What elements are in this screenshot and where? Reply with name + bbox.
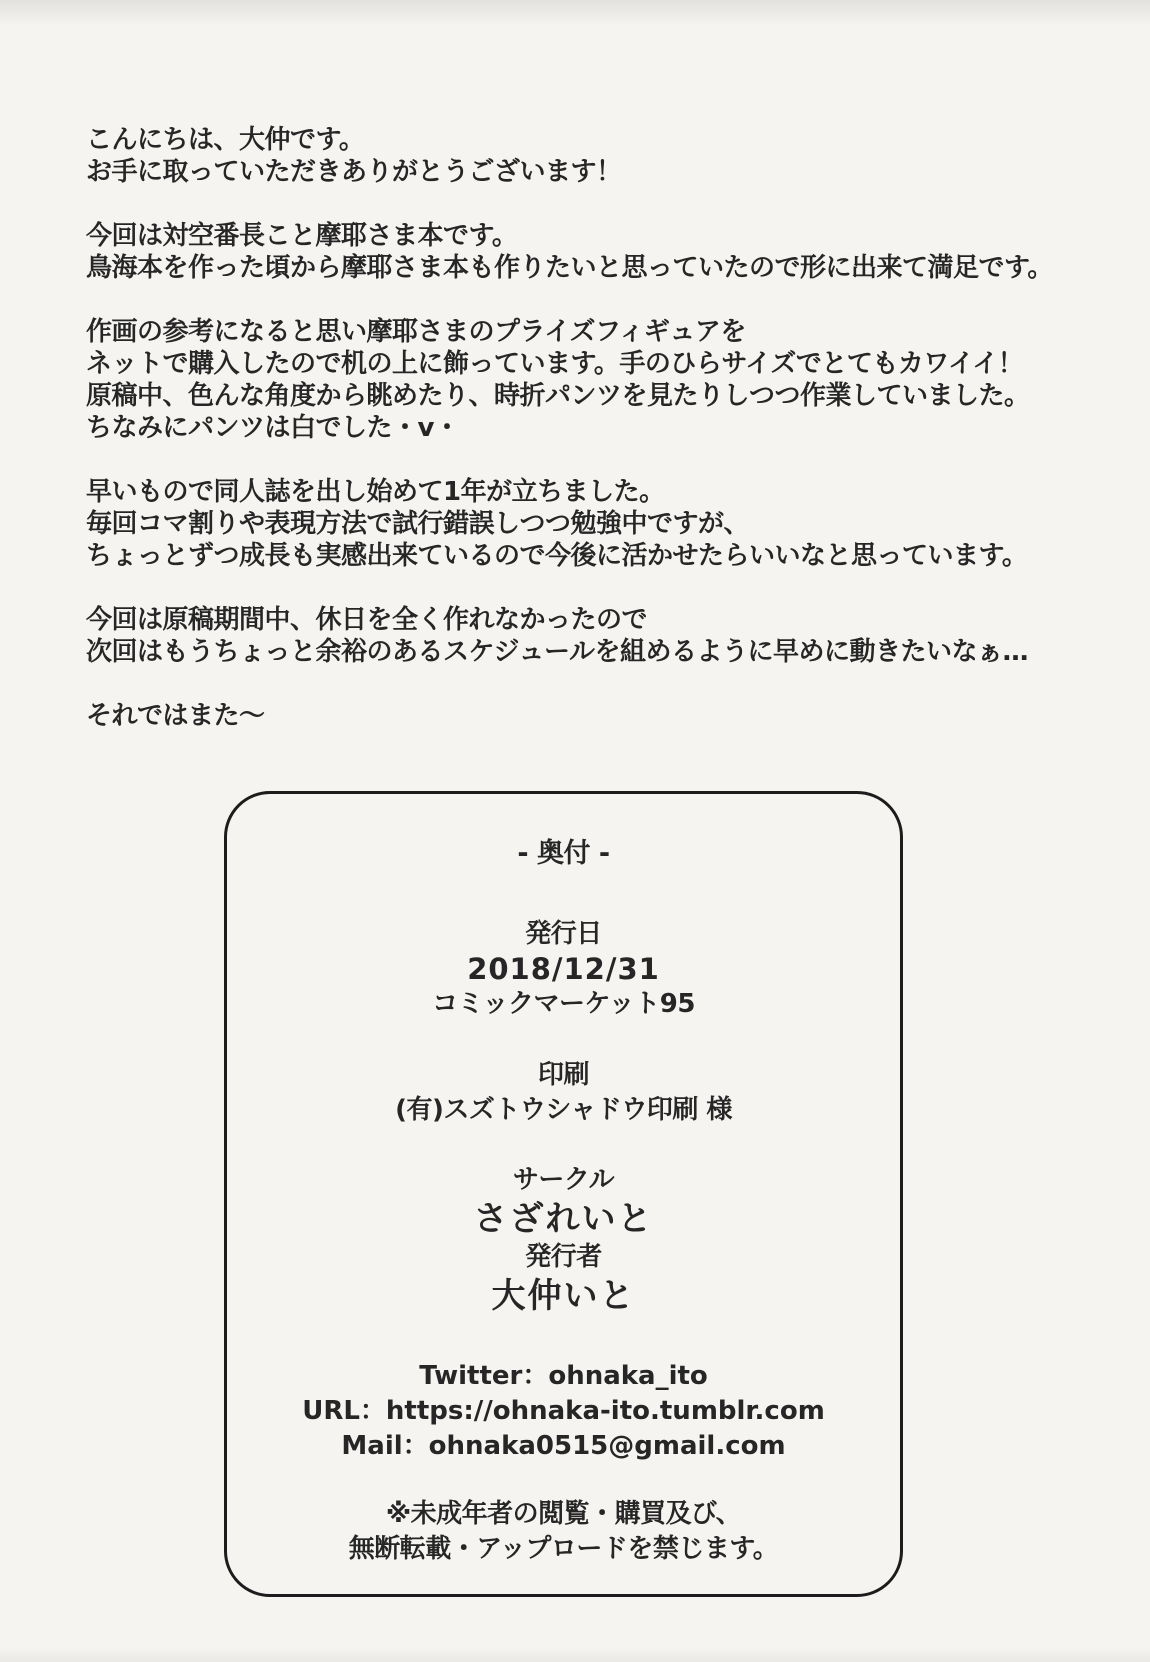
notice-line-2: 無断転載・アップロードを禁じます。 xyxy=(348,1534,779,1564)
intro-line: ちなみにパンツは白でした・v・ xyxy=(86,413,460,443)
intro-line: ちょっとずつ成長も実感出来ているので今後に活かせたらいいなと思っています。 xyxy=(86,541,1028,571)
intro-line: 鳥海本を作った頃から摩耶さま本も作りたいと思っていたので形に出来て満足です。 xyxy=(86,253,1053,283)
publisher-name: 大仲いと xyxy=(491,1276,636,1316)
intro-line: 今回は対空番長こと摩耶さま本です。 xyxy=(86,221,518,251)
intro-paragraph xyxy=(86,124,1106,188)
intro-line: ネットで購入したので机の上に飾っています。手のひらサイズでとてもカワイイ！ xyxy=(86,349,1024,379)
contact-mail: Mail：ohnaka0515@gmail.com xyxy=(341,1431,786,1461)
intro-line: 作画の参考になると思い摩耶さまのプライズフィギュアを xyxy=(86,317,746,347)
contact-section xyxy=(227,1359,900,1464)
intro-paragraph xyxy=(86,700,1106,732)
circle-label: サークル xyxy=(512,1165,615,1195)
notice-line-1: ※未成年者の閲覧・購買及び、 xyxy=(385,1499,742,1529)
intro-text xyxy=(86,124,1106,764)
contact-twitter: Twitter：ohnaka_ito xyxy=(419,1361,708,1391)
intro-line: それではまた～ xyxy=(86,701,265,731)
colophon-box xyxy=(224,791,903,1597)
publish-event: コミックマーケット95 xyxy=(432,989,695,1019)
intro-paragraph xyxy=(86,476,1106,572)
intro-paragraph xyxy=(86,220,1106,284)
publish-date-label: 発行日 xyxy=(525,919,602,949)
intro-line: お手に取っていただきありがとうございます！ xyxy=(86,157,622,187)
intro-line: 毎回コマ割りや表現方法で試行錯誤しつつ勉強中ですが、 xyxy=(86,509,750,539)
circle-name: さざれいと xyxy=(473,1199,654,1239)
colophon-title: - 奥付 - xyxy=(517,838,610,869)
intro-paragraph xyxy=(86,604,1106,668)
intro-paragraph xyxy=(86,316,1106,444)
printing-company: (有)スズトウシャドウ印刷 様 xyxy=(395,1095,732,1125)
intro-line: 原稿中、色んな角度から眺めたり、時折パンツを見たりしつつ作業していました。 xyxy=(86,381,1030,411)
intro-line: 次回はもうちょっと余裕のあるスケジュールを組めるように早めに動きたいなぁ… xyxy=(86,637,1028,667)
printing-section xyxy=(227,1058,900,1128)
notice-section xyxy=(227,1497,900,1567)
publish-date-value: 2018/12/31 xyxy=(467,952,660,986)
publish-section xyxy=(227,917,900,1022)
printing-label: 印刷 xyxy=(537,1060,589,1090)
publisher-label: 発行者 xyxy=(525,1242,602,1272)
intro-line: こんにちは、大仲です。 xyxy=(86,125,365,155)
contact-url: URL：https://ohnaka-ito.tumblr.com xyxy=(302,1396,825,1426)
intro-line: 今回は原稿期間中、休日を全く作れなかったので xyxy=(86,605,648,635)
circle-section xyxy=(227,1163,900,1317)
intro-line: 早いもので同人誌を出し始めて1年が立ちました。 xyxy=(86,477,665,507)
